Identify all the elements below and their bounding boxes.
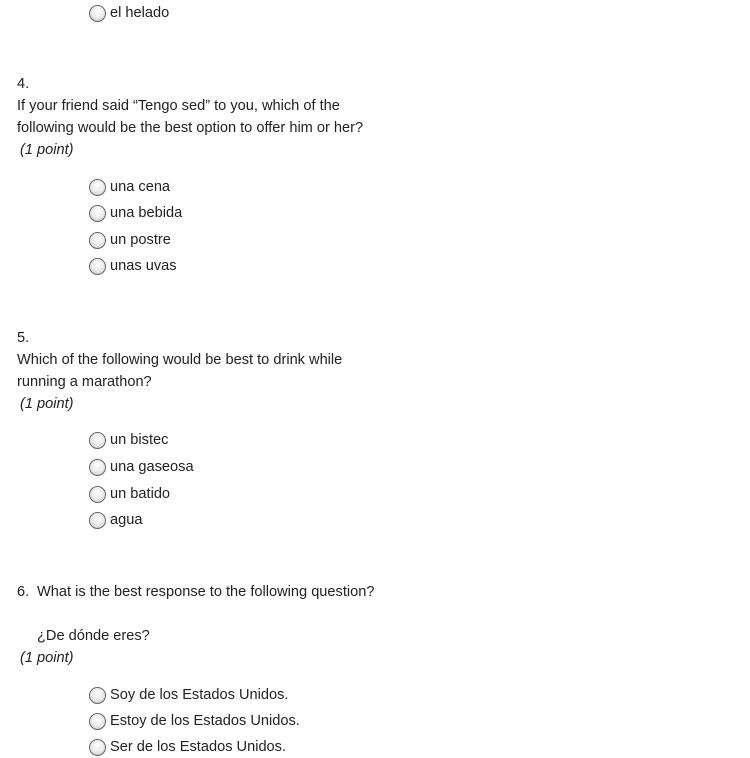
question-text: running a marathon? <box>17 374 152 390</box>
radio-option[interactable]: Ser de los Estados Unidos. <box>89 736 286 758</box>
radio-button[interactable] <box>89 205 106 222</box>
radio-button[interactable] <box>89 713 106 730</box>
radio-button[interactable] <box>89 432 106 449</box>
radio-option[interactable]: el helado <box>89 2 169 24</box>
radio-button[interactable] <box>89 179 106 196</box>
radio-button[interactable] <box>89 512 106 529</box>
radio-button[interactable] <box>89 739 106 756</box>
question-text: What is the best response to the following question? <box>37 584 375 600</box>
question-text: Which of the following would be best to drink while <box>17 352 343 368</box>
radio-option[interactable]: Soy de los Estados Unidos. <box>89 684 288 706</box>
radio-option[interactable]: un postre <box>89 229 171 251</box>
question-text: following would be the best option to offer him or her? <box>17 120 364 136</box>
radio-option[interactable]: agua <box>89 509 142 531</box>
radio-button[interactable] <box>89 486 106 503</box>
radio-button[interactable] <box>89 5 106 22</box>
question-prompt: ¿De dónde eres? <box>37 628 150 644</box>
radio-option[interactable]: Estoy de los Estados Unidos. <box>89 710 300 732</box>
radio-option[interactable]: un bistec <box>89 429 168 451</box>
question-number: 5. <box>17 330 30 346</box>
radio-button[interactable] <box>89 232 106 249</box>
radio-button[interactable] <box>89 258 106 275</box>
radio-option[interactable]: una gaseosa <box>89 456 194 478</box>
radio-option[interactable]: una bebida <box>89 202 182 224</box>
point-value: (1 point) <box>20 142 74 158</box>
point-value: (1 point) <box>20 396 74 412</box>
radio-option[interactable]: unas uvas <box>89 255 177 277</box>
question-number: 6. <box>17 584 30 600</box>
radio-option[interactable]: un batido <box>89 483 170 505</box>
radio-button[interactable] <box>89 459 106 476</box>
radio-option[interactable]: una cena <box>89 176 170 198</box>
question-number: 4. <box>17 76 30 92</box>
point-value: (1 point) <box>20 650 74 666</box>
question-text: If your friend said “Tengo sed” to you, which of the <box>17 98 340 114</box>
radio-button[interactable] <box>89 687 106 704</box>
